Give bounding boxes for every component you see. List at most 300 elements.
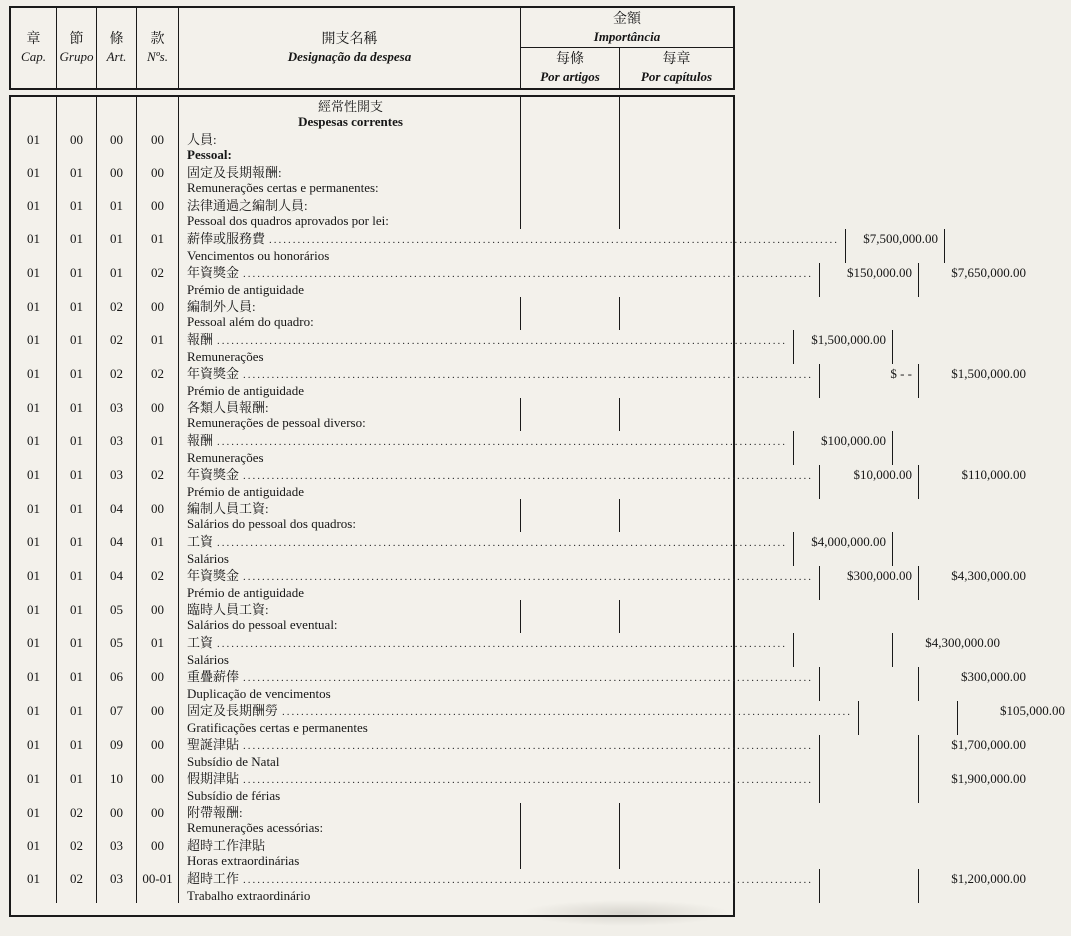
numbers-cell <box>137 330 179 364</box>
per-article-amount-cell <box>521 297 620 330</box>
chapter-cell <box>11 398 57 431</box>
designation-zh-text: 法律通過之編制人員: <box>187 198 308 213</box>
per-article-amount-cell <box>820 364 919 398</box>
designation-cell <box>179 633 794 667</box>
per-article-amount-cell <box>820 735 919 769</box>
group-cell <box>57 769 97 803</box>
group-cell <box>57 330 97 364</box>
per-chapter-amount-cell <box>919 566 1032 600</box>
per-chapter-amount: $4,300,000.00 <box>925 635 1001 650</box>
article-code: 02 <box>110 332 123 347</box>
designation-zh-text: 假期津貼 <box>187 771 240 786</box>
chapter-code: 01 <box>27 366 40 381</box>
designation-pt-text: Pessoal: <box>187 147 232 162</box>
article-cell <box>97 431 137 465</box>
numbers-cell <box>137 633 179 667</box>
per-article-amount-cell <box>820 566 919 600</box>
per-article-amount-cell <box>521 398 620 431</box>
designation-zh-line <box>187 433 787 450</box>
designation-zh-text: 年資獎金 <box>187 467 240 482</box>
table-row <box>11 633 1001 667</box>
table-row <box>11 364 1027 398</box>
designation-zh-line <box>187 231 839 248</box>
article-code: 00 <box>110 132 123 147</box>
per-article-amount-cell <box>820 869 919 903</box>
numbers-cell <box>137 431 179 465</box>
article-code: 01 <box>110 265 123 280</box>
article-code: 00 <box>110 165 123 180</box>
article-code: 07 <box>110 703 123 718</box>
designation-zh-text: 編制人員工資: <box>187 501 269 516</box>
designation-zh-text: 薪俸或服務費 <box>187 231 266 246</box>
numbers-code: 01 <box>151 433 164 448</box>
per-article-amount-cell <box>820 769 919 803</box>
group-cell <box>57 633 97 667</box>
table-row <box>11 499 733 532</box>
numbers-cell <box>137 499 179 532</box>
numbers-cell <box>137 701 179 735</box>
per-chapter-amount-cell <box>620 398 733 431</box>
designation-cell <box>179 97 521 130</box>
per-chapter-amount: $105,000.00 <box>1000 703 1066 718</box>
table-row <box>11 163 733 196</box>
group-code: 01 <box>70 433 83 448</box>
designation-cell <box>179 398 521 431</box>
article-code: 03 <box>110 467 123 482</box>
designation-pt-text: Remunerações acessórias: <box>187 820 324 835</box>
article-code: 09 <box>110 737 123 752</box>
designation-cell <box>179 735 820 769</box>
article-cell <box>97 330 137 364</box>
per-article-amount-cell <box>794 633 893 667</box>
chapter-code: 01 <box>27 299 40 314</box>
header-numbers-zh: 款 <box>150 32 165 47</box>
group-code: 01 <box>70 534 83 549</box>
chapter-cell <box>11 196 57 229</box>
table-row <box>11 735 1027 769</box>
designation-zh-line <box>187 299 514 314</box>
designation-cell <box>179 532 794 566</box>
per-article-amount: $150,000.00 <box>847 265 913 280</box>
chapter-cell <box>11 769 57 803</box>
chapter-code: 01 <box>27 635 40 650</box>
group-cell <box>57 297 97 330</box>
header-article-pt: Art. <box>106 49 127 64</box>
group-code: 01 <box>70 265 83 280</box>
chapter-code: 01 <box>27 703 40 718</box>
article-code: 00 <box>110 805 123 820</box>
dotted-leader <box>269 233 839 248</box>
per-article-amount: $300,000.00 <box>847 568 913 583</box>
designation-pt-text: Gratificações certas e permanentes <box>187 720 368 735</box>
dotted-leader <box>243 570 813 585</box>
designation-zh-line <box>187 568 813 585</box>
designation-zh-line <box>187 332 787 349</box>
per-chapter-amount: $4,300,000.00 <box>951 568 1027 583</box>
designation-pt-text: Salários do pessoal dos quadros: <box>187 516 356 531</box>
chapter-cell <box>11 97 57 130</box>
per-chapter-amount-cell <box>945 229 1058 263</box>
article-code: 04 <box>110 568 123 583</box>
designation-zh-text: 年資獎金 <box>187 265 240 280</box>
designation-zh-text: 報酬 <box>187 332 214 347</box>
numbers-cell <box>137 836 179 869</box>
per-article-amount: $4,000,000.00 <box>811 534 887 549</box>
per-article-amount-cell <box>794 330 893 364</box>
group-cell <box>57 398 97 431</box>
article-cell <box>97 735 137 769</box>
chapter-cell <box>11 263 57 297</box>
table-row <box>11 431 887 465</box>
chapter-code: 01 <box>27 433 40 448</box>
designation-zh-line <box>187 635 787 652</box>
dotted-leader <box>243 469 813 484</box>
header-per-chapter-pt: Por capítulos <box>640 69 713 84</box>
designation-pt-text: Prémio de antiguidade <box>187 484 304 499</box>
group-cell <box>57 803 97 836</box>
article-code: 05 <box>110 602 123 617</box>
designation-cell <box>179 667 820 701</box>
per-chapter-amount-cell <box>919 769 1032 803</box>
article-cell <box>97 229 137 263</box>
chapter-cell <box>11 465 57 499</box>
designation-cell <box>179 330 794 364</box>
numbers-cell <box>137 97 179 130</box>
designation-cell <box>179 465 820 499</box>
article-cell <box>97 701 137 735</box>
designation-zh-text: 經常性開支 <box>317 99 383 114</box>
designation-pt-text: Despesas correntes <box>298 114 403 129</box>
group-code: 01 <box>70 771 83 786</box>
designation-pt-text: Subsídio de férias <box>187 788 281 803</box>
chapter-cell <box>11 499 57 532</box>
header-col-per-chapter <box>620 48 733 88</box>
chapter-code: 01 <box>27 568 40 583</box>
per-chapter-amount-cell <box>919 735 1032 769</box>
group-code: 01 <box>70 635 83 650</box>
header-amount-pt: Importância <box>593 28 661 44</box>
designation-zh-line <box>187 467 813 484</box>
group-cell <box>57 600 97 633</box>
table-row <box>11 836 733 869</box>
designation-cell <box>179 803 521 836</box>
article-cell <box>97 263 137 297</box>
designation-zh-line <box>187 366 813 383</box>
group-code: 02 <box>70 805 83 820</box>
table-row <box>11 803 733 836</box>
designation-zh-text: 年資獎金 <box>187 366 240 381</box>
group-code: 01 <box>70 165 83 180</box>
designation-cell <box>179 263 820 297</box>
group-code: 01 <box>70 231 83 246</box>
designation-pt-text: Trabalho extraordinário <box>187 888 311 903</box>
chapter-cell <box>11 600 57 633</box>
table-row <box>11 869 1027 903</box>
numbers-code: 00 <box>151 737 164 752</box>
chapter-cell <box>11 735 57 769</box>
dotted-leader <box>243 873 813 888</box>
article-code: 10 <box>110 771 123 786</box>
article-code: 03 <box>110 433 123 448</box>
designation-cell <box>179 869 820 903</box>
table-row <box>11 263 1027 297</box>
per-chapter-amount-cell <box>919 869 1032 903</box>
article-cell <box>97 499 137 532</box>
designation-cell <box>179 196 521 229</box>
numbers-code: 01 <box>151 231 164 246</box>
chapter-code: 01 <box>27 165 40 180</box>
group-code: 01 <box>70 299 83 314</box>
table-row <box>11 532 887 566</box>
designation-zh-line <box>187 400 514 415</box>
designation-cell <box>179 769 820 803</box>
per-chapter-amount-cell <box>620 97 733 130</box>
designation-zh-text: 聖誕津貼 <box>187 737 240 752</box>
numbers-code: 00 <box>151 771 164 786</box>
numbers-code: 02 <box>151 568 164 583</box>
header-designation-pt: Designação da despesa <box>287 49 412 64</box>
chapter-code: 01 <box>27 737 40 752</box>
per-chapter-amount: $1,200,000.00 <box>951 871 1027 886</box>
numbers-code: 02 <box>151 366 164 381</box>
dotted-leader <box>243 773 813 788</box>
group-code: 02 <box>70 838 83 853</box>
designation-pt-text: Pessoal além do quadro: <box>187 314 314 329</box>
designation-zh-line <box>187 534 787 551</box>
header-group-zh: 節 <box>69 32 84 47</box>
chapter-cell <box>11 803 57 836</box>
header-amount-group <box>521 8 733 48</box>
designation-zh-line <box>187 805 514 820</box>
table-row <box>11 330 887 364</box>
numbers-cell <box>137 263 179 297</box>
per-article-amount-cell <box>521 163 620 196</box>
per-article-amount-cell <box>521 836 620 869</box>
article-code: 03 <box>110 400 123 415</box>
per-chapter-amount: $1,500,000.00 <box>951 366 1027 381</box>
chapter-code: 01 <box>27 132 40 147</box>
table-row <box>11 229 939 263</box>
chapter-cell <box>11 229 57 263</box>
header-designation-zh: 開支名稱 <box>321 32 378 47</box>
group-code: 01 <box>70 467 83 482</box>
chapter-code: 01 <box>27 467 40 482</box>
numbers-code: 00 <box>151 501 164 516</box>
chapter-code: 01 <box>27 669 40 684</box>
article-cell <box>97 364 137 398</box>
chapter-cell <box>11 364 57 398</box>
designation-pt-text: Remunerações <box>187 450 264 465</box>
designation-zh-line <box>187 99 514 114</box>
header-group-pt: Grupo <box>59 49 94 64</box>
designation-zh-line <box>187 703 852 720</box>
per-article-amount: $100,000.00 <box>821 433 887 448</box>
group-code: 01 <box>70 568 83 583</box>
article-code: 05 <box>110 635 123 650</box>
chapter-cell <box>11 130 57 163</box>
chapter-code: 01 <box>27 771 40 786</box>
per-article-amount-cell <box>859 701 958 735</box>
group-code: 01 <box>70 602 83 617</box>
article-cell <box>97 869 137 903</box>
header-per-chapter-zh: 每章 <box>662 52 691 67</box>
designation-pt-text: Vencimentos ou honorários <box>187 248 330 263</box>
table-row <box>11 398 733 431</box>
article-cell <box>97 566 137 600</box>
designation-zh-text: 固定及長期酬勞 <box>187 703 279 718</box>
header-col-designation <box>179 8 521 88</box>
chapter-code: 01 <box>27 602 40 617</box>
article-code: 04 <box>110 501 123 516</box>
designation-zh-line <box>187 771 813 788</box>
per-article-amount: $7,500,000.00 <box>863 231 939 246</box>
designation-cell <box>179 701 859 735</box>
header-chapter-pt: Cap. <box>21 49 46 64</box>
group-cell <box>57 499 97 532</box>
per-article-amount: $1,500,000.00 <box>811 332 887 347</box>
designation-pt-text: Prémio de antiguidade <box>187 383 304 398</box>
chapter-code: 01 <box>27 265 40 280</box>
article-cell <box>97 130 137 163</box>
dotted-leader <box>217 435 787 450</box>
article-cell <box>97 667 137 701</box>
designation-cell <box>179 297 521 330</box>
table-body <box>9 95 1066 917</box>
per-article-amount-cell <box>820 465 919 499</box>
group-cell <box>57 701 97 735</box>
numbers-cell <box>137 163 179 196</box>
group-cell <box>57 667 97 701</box>
chapter-cell <box>11 431 57 465</box>
numbers-code: 02 <box>151 265 164 280</box>
designation-pt-text: Salários <box>187 652 229 667</box>
designation-zh-line <box>187 669 813 686</box>
dotted-leader <box>217 536 787 551</box>
article-cell <box>97 97 137 130</box>
designation-zh-text: 超時工作 <box>187 871 240 886</box>
per-chapter-amount-cell <box>620 130 733 163</box>
table-row <box>11 769 1027 803</box>
numbers-cell <box>137 465 179 499</box>
designation-pt-text: Remunerações <box>187 349 264 364</box>
dotted-leader <box>243 368 813 383</box>
group-cell <box>57 869 97 903</box>
designation-zh-text: 人員: <box>187 132 217 147</box>
table-row <box>11 297 733 330</box>
group-cell <box>57 532 97 566</box>
group-cell <box>57 566 97 600</box>
group-cell <box>57 465 97 499</box>
per-article-amount-cell <box>521 803 620 836</box>
per-article-amount-cell <box>820 667 919 701</box>
designation-pt-text: Horas extraordinárias <box>187 853 300 868</box>
group-cell <box>57 97 97 130</box>
designation-zh-text: 固定及長期報酬: <box>187 165 282 180</box>
designation-zh-text: 工資 <box>187 635 214 650</box>
numbers-cell <box>137 196 179 229</box>
numbers-code: 00 <box>151 198 164 213</box>
per-chapter-amount-cell <box>893 633 1006 667</box>
designation-pt-text: Salários <box>187 551 229 566</box>
designation-pt-text: Prémio de antiguidade <box>187 282 304 297</box>
numbers-cell <box>137 667 179 701</box>
per-chapter-amount-cell <box>919 667 1032 701</box>
designation-zh-text: 各類人員報酬: <box>187 400 269 415</box>
article-code: 03 <box>110 871 123 886</box>
designation-zh-line <box>187 165 514 180</box>
numbers-code: 01 <box>151 332 164 347</box>
numbers-cell <box>137 600 179 633</box>
article-cell <box>97 803 137 836</box>
numbers-cell <box>137 735 179 769</box>
header-chapter-zh: 章 <box>26 32 41 47</box>
numbers-code: 00 <box>151 669 164 684</box>
chapter-cell <box>11 836 57 869</box>
chapter-cell <box>11 701 57 735</box>
dotted-leader <box>217 334 787 349</box>
header-per-article-zh: 每條 <box>556 52 584 67</box>
per-article-amount-cell <box>521 600 620 633</box>
article-cell <box>97 836 137 869</box>
chapter-cell <box>11 330 57 364</box>
chapter-cell <box>11 633 57 667</box>
per-chapter-amount-cell <box>620 297 733 330</box>
per-chapter-amount-cell <box>919 263 1032 297</box>
article-cell <box>97 297 137 330</box>
per-chapter-amount-cell <box>893 532 1006 566</box>
per-chapter-amount-cell <box>893 431 1006 465</box>
per-article-amount-cell <box>794 431 893 465</box>
per-chapter-amount: $110,000.00 <box>961 467 1027 482</box>
designation-zh-text: 編制外人員: <box>187 299 256 314</box>
per-article-amount-cell <box>820 263 919 297</box>
group-cell <box>57 163 97 196</box>
chapter-code: 01 <box>27 805 40 820</box>
group-cell <box>57 196 97 229</box>
article-code: 02 <box>110 299 123 314</box>
table-row <box>11 465 1027 499</box>
article-cell <box>97 163 137 196</box>
chapter-code: 01 <box>27 400 40 415</box>
table-header <box>9 6 735 90</box>
chapter-cell <box>11 566 57 600</box>
article-cell <box>97 633 137 667</box>
table-row <box>11 667 1027 701</box>
chapter-code: 01 <box>27 838 40 853</box>
header-amount-zh: 金額 <box>613 11 641 27</box>
designation-zh-text: 重疊薪俸 <box>187 669 240 684</box>
numbers-code: 01 <box>151 635 164 650</box>
table-row <box>11 97 733 130</box>
numbers-cell <box>137 532 179 566</box>
designation-zh-line <box>187 871 813 888</box>
designation-cell <box>179 229 846 263</box>
dotted-leader <box>243 671 813 686</box>
designation-zh-text: 臨時人員工資: <box>187 602 269 617</box>
table-row <box>11 130 733 163</box>
designation-pt-text: Salários do pessoal eventual: <box>187 617 338 632</box>
designation-pt-text: Duplicação de vencimentos <box>187 686 331 701</box>
per-chapter-amount-cell <box>620 600 733 633</box>
numbers-code: 00 <box>151 165 164 180</box>
article-cell <box>97 532 137 566</box>
per-chapter-amount-cell <box>620 803 733 836</box>
per-chapter-amount-cell <box>919 465 1032 499</box>
group-cell <box>57 364 97 398</box>
per-chapter-amount: $300,000.00 <box>961 669 1027 684</box>
article-code: 03 <box>110 838 123 853</box>
table-row <box>11 701 1066 735</box>
